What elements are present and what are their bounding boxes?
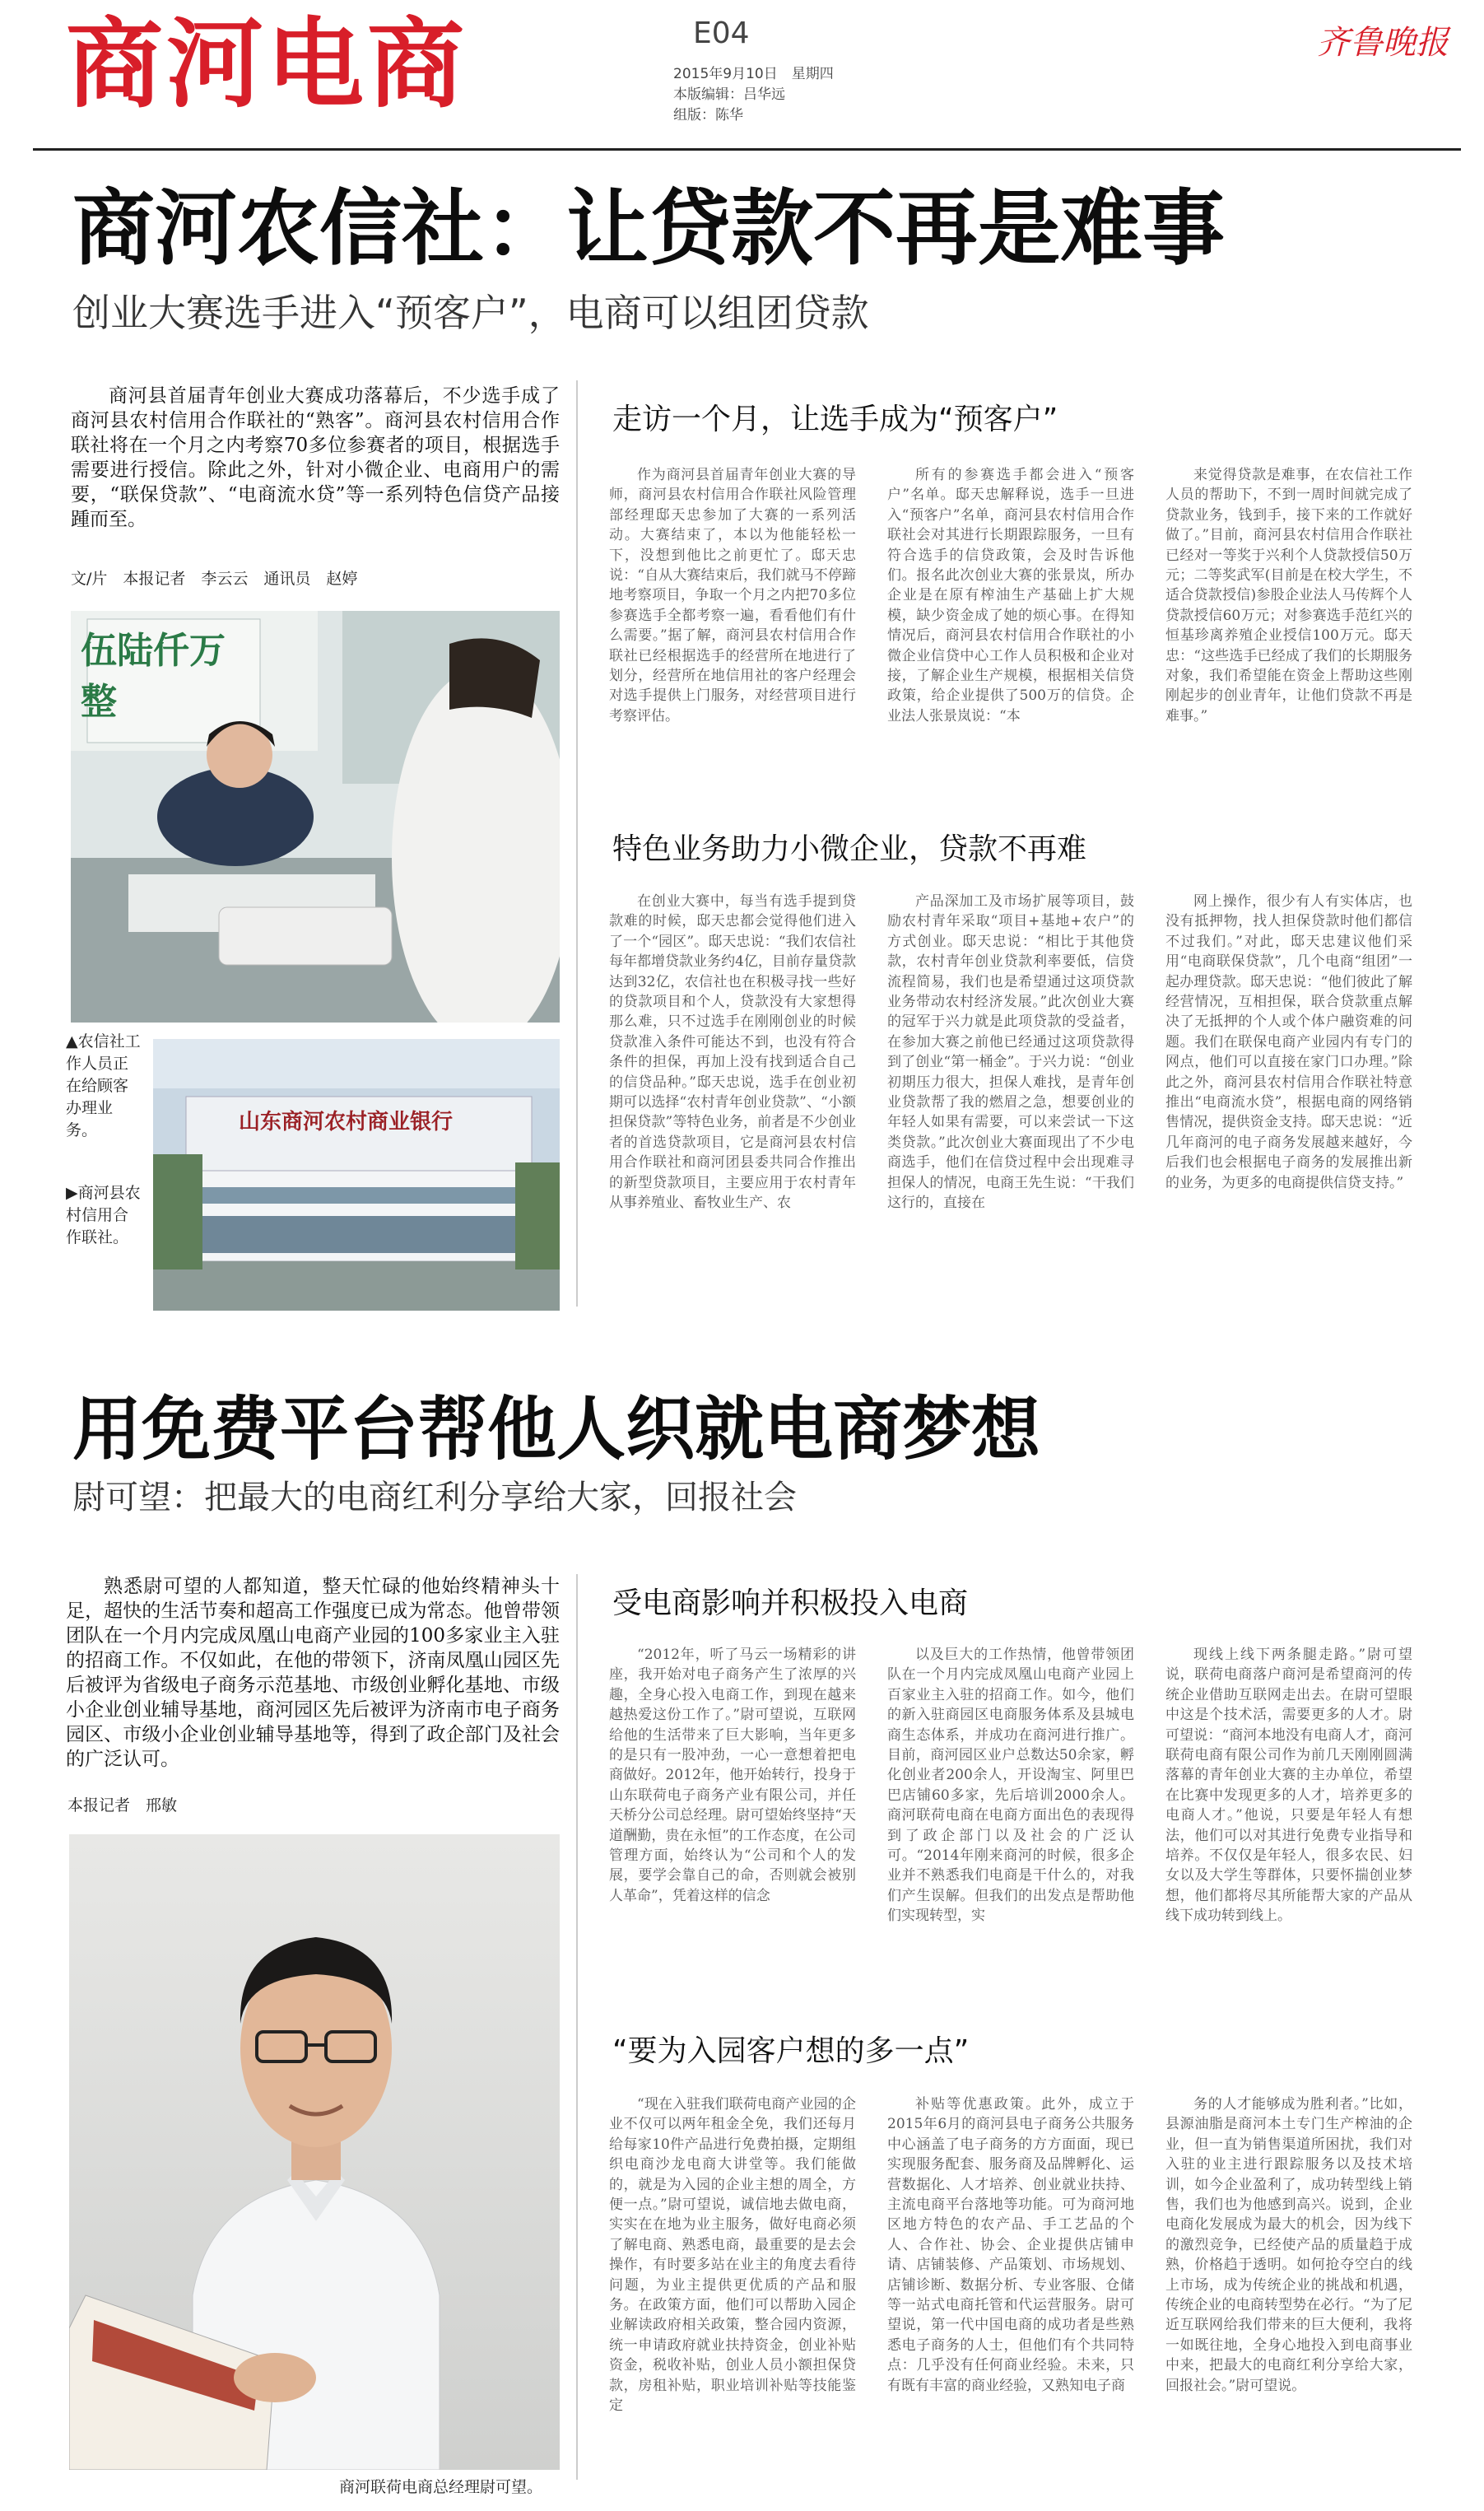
credit-union-building-photo: [153, 1039, 560, 1311]
article2-section1-col3: 现线上线下两条腿走路。”尉可望说，联荷电商落户商河是希望商河的传统企业借助互联网走出去。在尉可望眼中这是个技术活，需要更多的人才。尉可望说：“商河本地没有电商人才，商河联荷电商有限公司作为前几天刚刚圆满落幕的青年创业大赛的主办单位，希望在比赛中发现更多的人才，培养更多的电商人才。”他说，只要是年轻人有想法，他们可以对其进行免费专业指导和培养。不仅仅是年轻人，很多农民、妇女以及大学生等群体，只要怀揣创业梦想，他们都将尽其所能帮大家的产品从线下成功转到线上。: [1165, 1647, 1412, 1925]
portrait-photo: [69, 1834, 560, 2470]
article2-section1-col1: “2012年，听了马云一场精彩的讲座，我开始对电子商务产生了浓厚的兴趣，全身心投入电商工作，到现在越来越热爱这份工作了。”尉可望说，互联网给他的生活带来了巨大影响，当年更多的是只有一股冲劲，一心一意想着把电商做好。2012年，他开始转行，投身于山东联荷电子商务产业有限公司，并任天桥分公司总经理。尉可望始终坚持“天道酬勤，贵在永恒”的工作态度，在公司管理方面，始终认为“公司和个人的发展，要学会靠自己的命，否则就会被别人革命”，凭着这样的信念: [609, 1647, 856, 1904]
page-code: E04: [693, 16, 750, 50]
photo1-caption: ▲农信社工作人员正在给顾客办理业务。: [66, 1032, 141, 1139]
article1-section1-col3: 来觉得贷款是难事，在农信社工作人员的帮助下，不到一周时间就完成了贷款业务，钱到手，接下来的工作就好做了。”目前，商河县农村信用合作联社已经对一等奖于兴利个人贷款授信50万元；二等奖武军(目前是在校大学生，不适合贷款授信)参股企业法人马传辉个人贷款授信60万元；对参赛选手范红兴的恒基珍离养殖企业授信100万元。邸天忠：“这些选手已经成了我们的长期服务对象，我们希望能在资金上帮助这些刚刚起步的创业青年，让他们贷款不再是难事。”: [1165, 467, 1412, 724]
article1-section1-col2: 所有的参赛选手都会进入“预客户”名单。邸天忠解释说，选手一旦进入“预客户”名单，商河县农村信用合作联社会对其进行长期跟踪服务，一旦有符合选手的信贷政策，会及时告诉他们。报名此次创业大赛的张景岚，所办企业是在原有榨油生产基础上扩大规模，缺少资金成了她的烦心事。在得知情况后，商河县农村信用合作联社的小微企业信贷中心工作人员积极和企业对接，了解企业生产规模，根据相关信贷政策，给企业提供了500万的信贷。企业法人张景岚说：“本: [887, 467, 1134, 724]
newspaper-logo: 齐鲁晚报: [1317, 24, 1449, 62]
photo2-caption: ▶商河县农村信用合作联社。: [66, 1184, 141, 1246]
portrait-caption: 商河联荷电商总经理尉可望。: [339, 2478, 543, 2496]
layout-credit: 组版：陈华: [673, 107, 743, 123]
article2-headline: 用免费平台帮他人织就电商梦想: [72, 1389, 1041, 1470]
article1-section2-col2: 产品深加工及市场扩展等项目，鼓励农村青年采取“项目+基地+农户”的方式创业。邸天忠说：“相比于其他贷款，农村青年创业贷款利率要低，信贷流程简易，我们也是希望通过这项贷款业务带动农村经济发展。”此次创业大赛的冠军于兴力就是此项贷款的受益者，在参加大赛之前他已经通过这项贷款得到了创业“第一桶金”。于兴力说：“创业初期压力很大，担保人难找，是青年创业贷款帮了我的燃眉之急，想要创业的年轻人如果有需要，可以来尝试一下这类贷款。”此次创业大赛面现出了不少电商选手，他们在信贷过程中会出现难寻担保人的情况，电商王先生说：“干我们这行的，直接在: [887, 893, 1134, 1212]
article1-subhead: 创业大赛选手进入“预客户”，电商可以组团贷款: [72, 291, 869, 335]
counter-sign: 伍陆仟万整: [81, 630, 226, 723]
building-sign: 山东商河农村商业银行: [239, 1110, 454, 1134]
article1-section2-col3: 网上操作，很少有人有实体店，也没有抵押物，找人担保贷款时他们都信不过我们。”对此，邸天忠建议他们采用“电商联保贷款”，几个电商“组团”一起办理贷款。邸天忠说：“他们彼此了解经营情况，互相担保，联合贷款重点解决了无抵押的个人或个体户融资难的问题。我们在联保电商产业园内有专门的网点，他们可以直接在家门口办理。”除此之外，商河县农村信用合作联社特意推出“电商流水贷”，根据电商的网络销售情况，提供资金支持。邸天忠说：“近几年商河的电子商务发展越来越好，今后我们也会根据电子商务的发展推出新的业务，为更多的电商提供信贷支持。”: [1165, 893, 1412, 1191]
article2-section2-col2: 补贴等优惠政策。此外，成立于2015年6月的商河县电子商务公共服务中心涵盖了电子商务的方方面面，现已实现服务配套、服务商及品牌孵化、运营数据化、人才培养、创业就业扶持、主流电商平台落地等功能。可为商河地区地方特色的农产品、手工艺品的个人、合作社、协会、企业提供店铺申请、店铺装修、产品策划、市场规划、店铺诊断、数据分析、专业客服、仓储等一站式电商托管和代运营服务。尉可望说，第一代中国电商的成功者是些熟悉电子商务的人士，但他们有个共同特点：几乎没有任何商业经验。未来，只有既有丰富的商业经验，又熟知电子商: [887, 2096, 1134, 2394]
article2-subhead: 尉可望：把最大的电商红利分享给大家，回报社会: [72, 1479, 797, 1516]
portrait-illustration: [69, 1834, 560, 2470]
article2-section2-col1: “现在入驻我们联荷电商产业园的企业不仅可以两年租金全免，我们还每月给每家10件产品进行免费拍摄，定期组织电商沙龙电商大讲堂等。我们能做的，就是为入园的企业主想的周全，方便一点。”尉可望说，诚信地去做电商，实实在在地为业主服务，做好电商必须了解电商、熟悉电商，最重要的是去会操作，有时要多站在业主的角度去看待问题，为业主提供更优质的产品和服务。在政策方面，他们可以帮助入园企业解读政府相关政策，整合园内资源，统一申请政府就业扶持资金，创业补贴资金，税收补贴，创业人员小额担保贷款，房租补贴，职业培训补贴等技能鉴定: [609, 2096, 856, 2415]
masthead-rule: [33, 148, 1461, 151]
article1-lead: 商河县首届青年创业大赛成功落幕后，不少选手成了商河县农村信用合作联社的“熟客”。商河县农村信用合作联社将在一个月之内考察70多位参赛者的项目，根据选手需要进行授信。除此之外，针对小微企业、电商用户的需要，“联保贷款”、“电商流水贷”等一系列特色信贷产品接踵而至。: [71, 385, 560, 530]
article2-section2-col3: 务的人才能够成为胜利者。”比如，县源油脂是商河本土专门生产榨油的企业，但一直为销售渠道所困扰，我们对入驻的业主进行跟踪服务以及技术培训，如今企业盈利了，成功转型线上销售，我们也为他感到高兴。说到，企业电商化发展成为最大的机会，因为线下的激烈竞争，已经使产品的质量趋于成熟，价格趋于透明。如何抢夺空白的线上市场，成为传统企业的挑战和机遇，传统企业的电商转型势在必行。“为了尼近互联网给我们带来的巨大便利，我将一如既往地，全身心地投入到电商事业中来，把最大的电商红利分享给大家，回报社会。”尉可望说。: [1165, 2096, 1412, 2394]
editor-credit: 本版编辑：吕华远: [673, 86, 785, 103]
article2-byline: 本报记者 邢敏: [67, 1796, 178, 1815]
bank-teller-photo: [71, 611, 560, 1023]
issue-date: 2015年9月10日 星期四: [673, 66, 834, 82]
dateline: [673, 64, 834, 126]
article1-section2-heading: 特色业务助力小微企业，贷款不再难: [612, 832, 1087, 866]
section-rule-2: [576, 1574, 578, 2480]
article1-headline: 商河农信社：让贷款不再是难事: [72, 180, 1225, 277]
article2-lead: 熟悉尉可望的人都知道，整天忙碌的他始终精神头十足，超快的生活节奏和超高工作强度已成为常态。他曾带领团队在一个月内完成凤凰山电商产业园的100多家业主入驻的招商工作。不仅如此，在他的带领下，济南凤凰山园区先后被评为省级电子商务示范基地、市级创业孵化基地、市级小企业创业辅导基地，商河园区先后被评为济南市电子商务园区、市级小企业创业辅导基地等，得到了政企部门及社会的广泛认可。: [66, 1576, 560, 1770]
article1-section1-heading: 走访一个月，让选手成为“预客户”: [612, 403, 1058, 436]
article2-section2-heading: “要为入园客户想的多一点”: [612, 2034, 970, 2068]
article1-section1-col1: 作为商河县首届青年创业大赛的导师，商河县农村信用合作联社风险管理部经理邸天忠参加了大赛的一系列活动。大赛结束了，本以为他能轻松一下，没想到他比之前更忙了。邸天忠说：“自从大赛结束后，我们就马不停蹄地考察项目，争取一个月之内把70多位参赛选手全都考察一遍，看看他们有什么需要。”据了解，商河县农村信用合作联社已经根据选手的经营所在地进行了划分，经营所在地信用社的客户经理会对选手提供上门服务，对经营项目进行考察评估。: [609, 467, 856, 724]
article2-section1-col2: 以及巨大的工作热情，他曾带领团队在一个月内完成凤凰山电商产业园上百家业主入驻的招商工作。如今，他们的新入驻商园区电商服务体系及县城电商生态体系，并成功在商河进行推广。目前，商河园区业户总数达50余家，孵化创业者200余人，开设淘宝、阿里巴巴店铺60多家，先后培训2000余人。商河联荷电商在电商方面出色的表现得到了政企部门以及社会的广泛认可。“2014年刚来商河的时候，很多企业并不熟悉我们电商是干什么的，对我们产生误解。但我们的出发点是帮助他们实现转型，实: [887, 1647, 1134, 1925]
article2-section1-heading: 受电商影响并积极投入电商: [612, 1586, 969, 1620]
section-title: 商河电商: [66, 7, 468, 121]
building-illustration: [153, 1039, 560, 1311]
article1-section2-col1: 在创业大赛中，每当有选手提到贷款难的时候，邸天忠都会觉得他们进入了一个“园区”。邸天忠说：“我们农信社每年都增贷款业务约4亿，目前存量贷款达到32亿，农信社也在积极寻找一些好的贷款项目和个人，贷款没有大家想得那么难，只不过选手在刚刚创业的时候贷款准入条件可能达不到，也没有符合条件的担保，再加上没有找到适合自己的信贷品种。”邸天忠说，选手在创业初期可以选择“农村青年创业贷款”、“小额担保贷款”等特色业务，前者是不少创业者的首选贷款项目，它是商河县农村信用合作联社和商河团县委共同合作推出的新型贷款项目，主要应用于农村青年从事养殖业、畜牧业生产、农: [609, 893, 856, 1212]
section-rule: [576, 380, 578, 1307]
article1-byline: 文/片 本报记者 李云云 通讯员 赵婷: [71, 570, 358, 588]
